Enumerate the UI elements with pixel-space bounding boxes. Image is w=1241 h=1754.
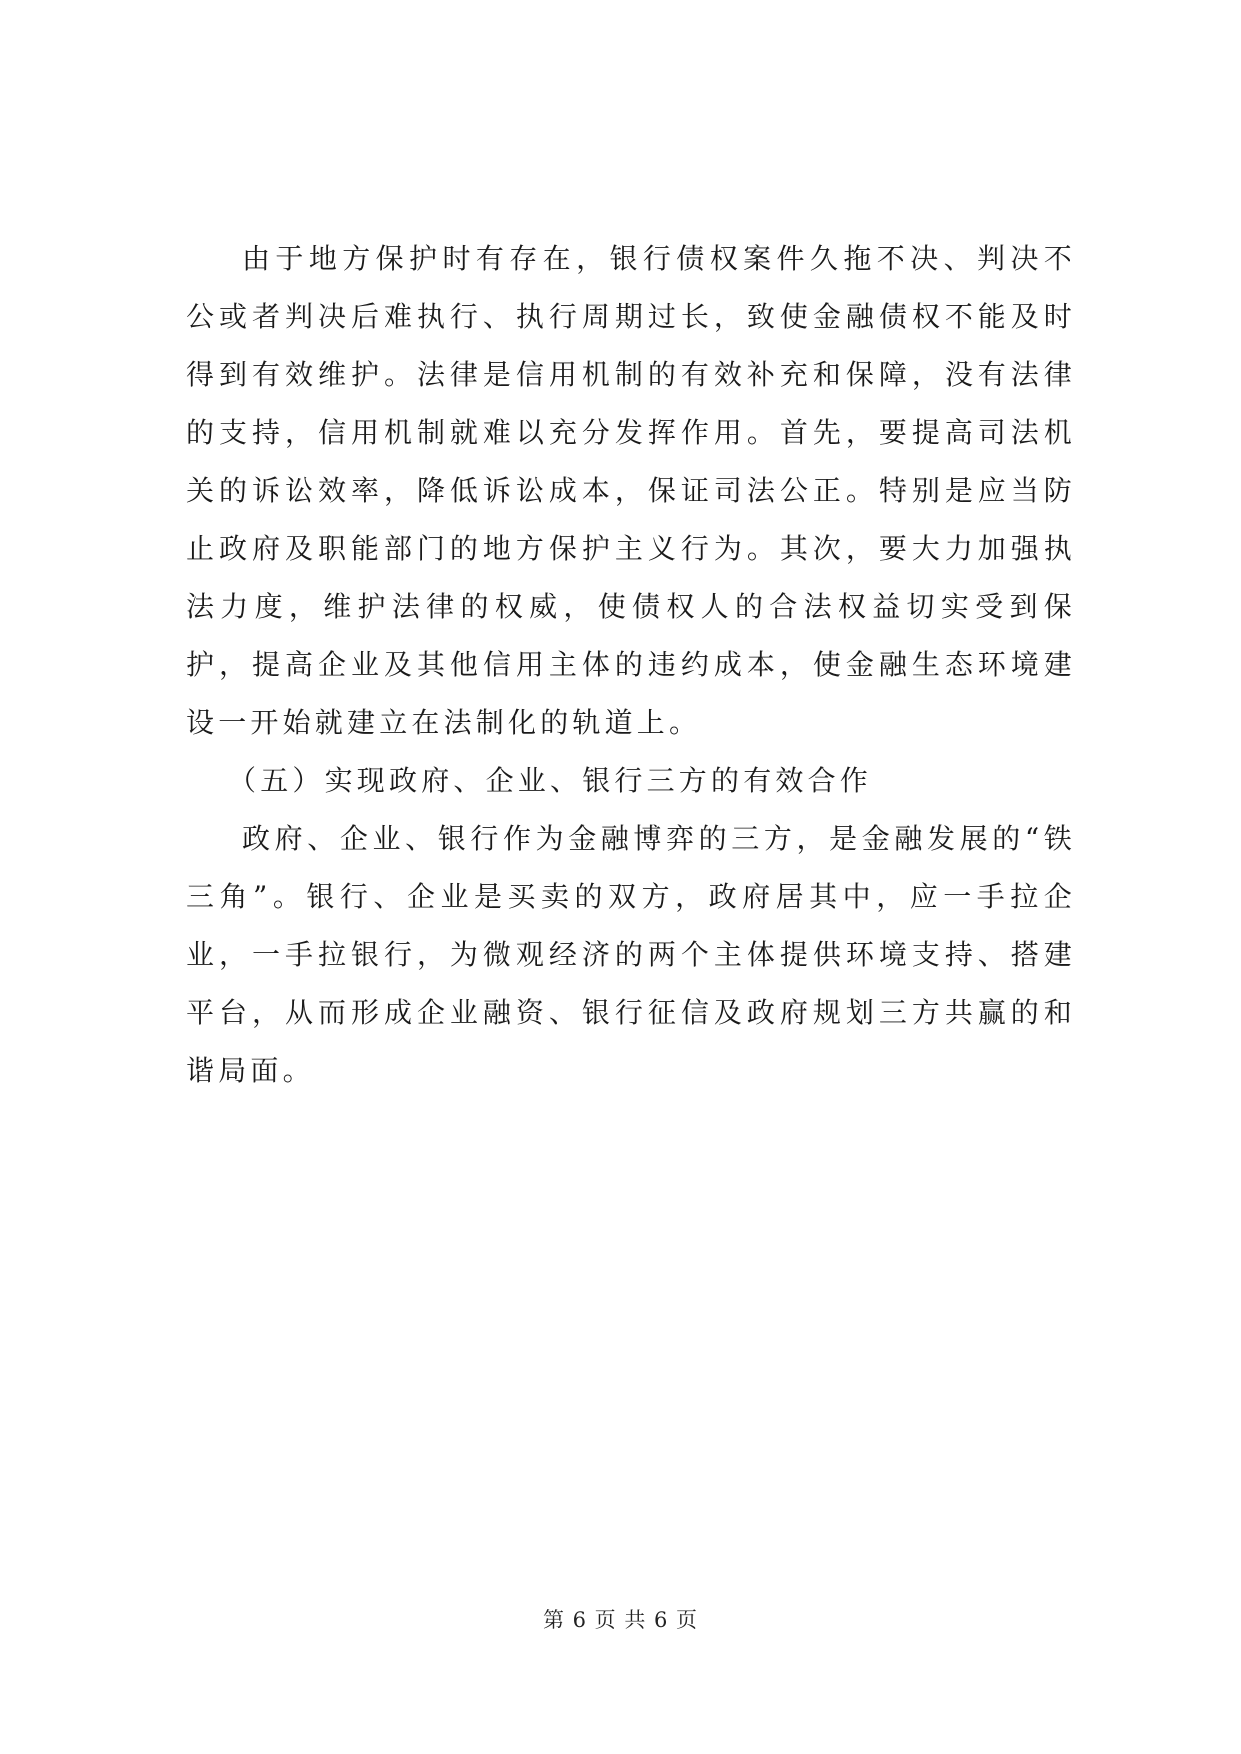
section-heading: （五）实现政府、企业、银行三方的有效合作 bbox=[228, 764, 873, 797]
body-paragraph-cooperation: 政府、企业、银行作为金融博弈的三方，是金融发展的“铁三角”。银行、企业是买卖的双方，政府居其中，应一手拉企业，一手拉银行，为微观经济的两个主体提供环境支持、搭建平台，从而形成企业融资、银行征信及政府规划三方共赢的和谐局面。 bbox=[186, 822, 1076, 1087]
body-paragraph-legal-protection: 由于地方保护时有存在，银行债权案件久拖不决、判决不公或者判决后难执行、执行周期过长，致使金融债权不能及时得到有效维护。法律是信用机制的有效补充和保障，没有法律的支持，信用机制就难以充分发挥作用。首先，要提高司法机关的诉讼效率，降低诉讼成本，保证司法公正。特别是应当防止政府及职能部门的地方保护主义行为。其次，要大力加强执法力度，维护法律的权威，使债权人的合法权益切实受到保护，提高企业及其他信用主体的违约成本，使金融生态环境建设一开始就建立在法制化的轨道上。 bbox=[186, 242, 1076, 739]
document-body bbox=[186, 230, 1076, 1100]
page-number-footer: 第 6 页 共 6 页 bbox=[542, 1608, 699, 1632]
